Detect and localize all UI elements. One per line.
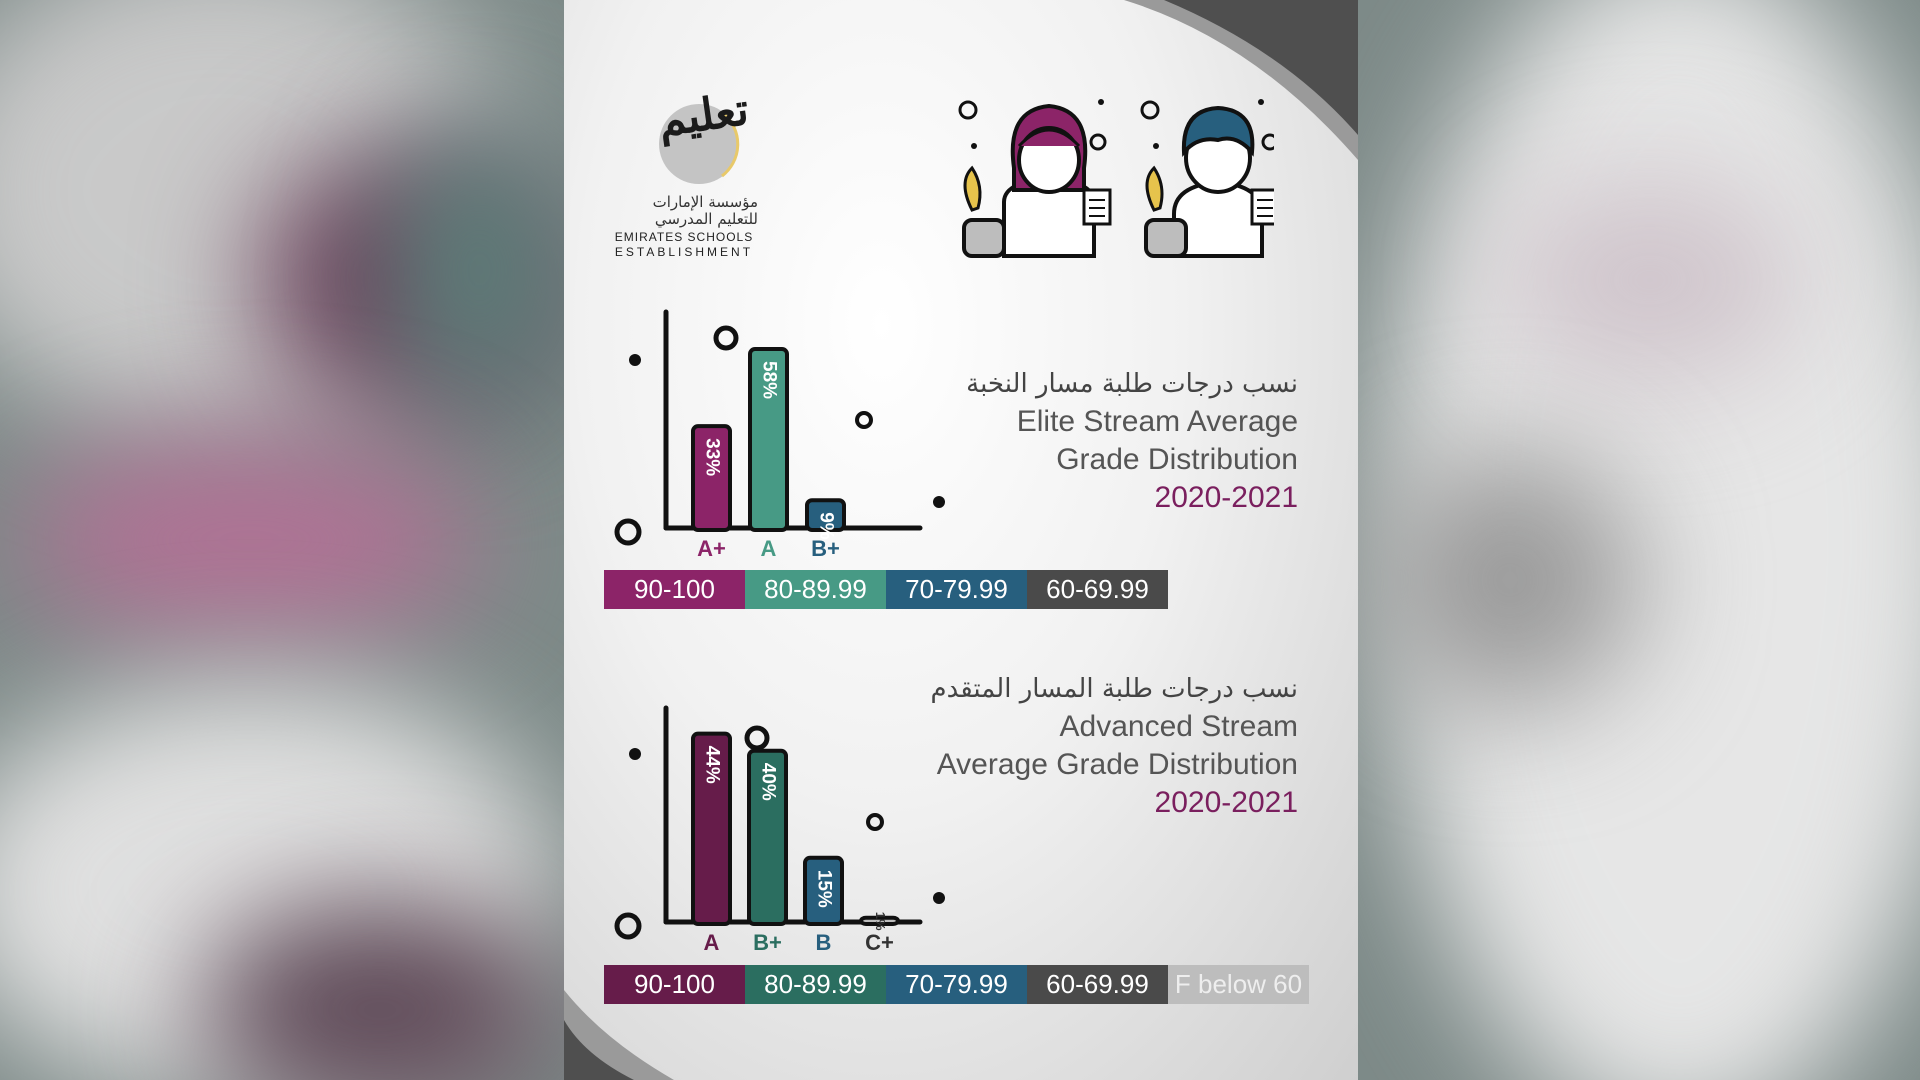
logo-arabic-name bbox=[622, 194, 758, 228]
elite-legend-cell: 80-89.99 bbox=[745, 570, 886, 609]
decor-ring-icon bbox=[617, 915, 639, 937]
bg-blob bbox=[20, 440, 480, 640]
logo-arabic-line1: مؤسسة الإمارات bbox=[652, 193, 758, 211]
bar-value-label: 9% bbox=[815, 512, 837, 540]
elite-bar-chart bbox=[564, 300, 964, 570]
decor-dot-icon bbox=[933, 892, 945, 904]
logo-english-name bbox=[614, 230, 754, 260]
advanced-legend-cell: 90-100 bbox=[604, 965, 745, 1004]
logo-arabic-mark: تعليم bbox=[654, 83, 752, 148]
advanced-bar-chart bbox=[564, 690, 964, 965]
logo-english-line2: ESTABLISHMENT bbox=[614, 245, 754, 259]
logo-english-line1: EMIRATES SCHOOLS bbox=[614, 230, 754, 244]
category-label: B+ bbox=[753, 930, 782, 955]
bar-value-label: 15% bbox=[813, 869, 835, 908]
bg-blob bbox=[1380, 450, 1640, 710]
students-illustration bbox=[944, 90, 1274, 260]
advanced-title-en-line2: Average Grade Distribution bbox=[936, 748, 1298, 781]
advanced-title-block bbox=[931, 670, 1298, 822]
category-label: A+ bbox=[697, 536, 726, 561]
logo-arabic-line2: للتعليم المدرسي bbox=[654, 210, 758, 228]
category-label: B+ bbox=[811, 536, 840, 561]
advanced-legend-cell: 70-79.99 bbox=[886, 965, 1027, 1004]
elite-year: 2020-2021 bbox=[1154, 481, 1298, 514]
elite-legend bbox=[604, 570, 1168, 609]
elite-legend-cell: 70-79.99 bbox=[886, 570, 1027, 609]
bar-value-label: 1% bbox=[873, 911, 889, 931]
decor-ring-icon bbox=[868, 815, 882, 829]
bar-value-label: 40% bbox=[757, 762, 779, 801]
decor-dot-icon bbox=[629, 748, 641, 760]
bar-value-label: 58% bbox=[758, 361, 780, 400]
bar-value-label: 33% bbox=[701, 438, 723, 477]
infographic-card bbox=[564, 0, 1358, 1080]
decor-dot-icon bbox=[629, 354, 641, 366]
advanced-legend-cell: 80-89.99 bbox=[745, 965, 886, 1004]
elite-legend-cell: 90-100 bbox=[604, 570, 745, 609]
advanced-legend-cell: 60-69.99 bbox=[1027, 965, 1168, 1004]
decor-dot-icon bbox=[933, 496, 945, 508]
male-student-icon bbox=[1142, 99, 1274, 256]
decor-ring-icon bbox=[857, 413, 871, 427]
category-label: A bbox=[760, 536, 777, 561]
decor-ring-icon bbox=[716, 328, 736, 348]
decor-ring-icon bbox=[747, 728, 767, 748]
bg-blob bbox=[1500, 180, 1800, 380]
elite-title-en-line2: Grade Distribution bbox=[1056, 443, 1298, 476]
category-label: A bbox=[703, 930, 720, 955]
female-student-icon bbox=[960, 99, 1110, 256]
advanced-legend bbox=[604, 965, 1309, 1004]
advanced-legend-cell: F below 60 bbox=[1168, 965, 1309, 1004]
elite-title-block bbox=[966, 365, 1298, 517]
bg-blob bbox=[380, 120, 580, 420]
category-label: C+ bbox=[865, 930, 894, 955]
category-label: B bbox=[815, 930, 832, 955]
advanced-year: 2020-2021 bbox=[1154, 786, 1298, 819]
elite-title-arabic: نسب درجات طلبة مسار النخبة bbox=[966, 369, 1298, 399]
elite-legend-cell: 60-69.99 bbox=[1027, 570, 1168, 609]
decor-ring-icon bbox=[617, 521, 639, 543]
bar-value-label: 44% bbox=[701, 745, 723, 784]
advanced-title-arabic: نسب درجات طلبة المسار المتقدم bbox=[930, 674, 1298, 704]
advanced-title-en-line1: Advanced Stream bbox=[1059, 710, 1298, 743]
elite-title-en-line1: Elite Stream Average bbox=[1016, 405, 1298, 438]
